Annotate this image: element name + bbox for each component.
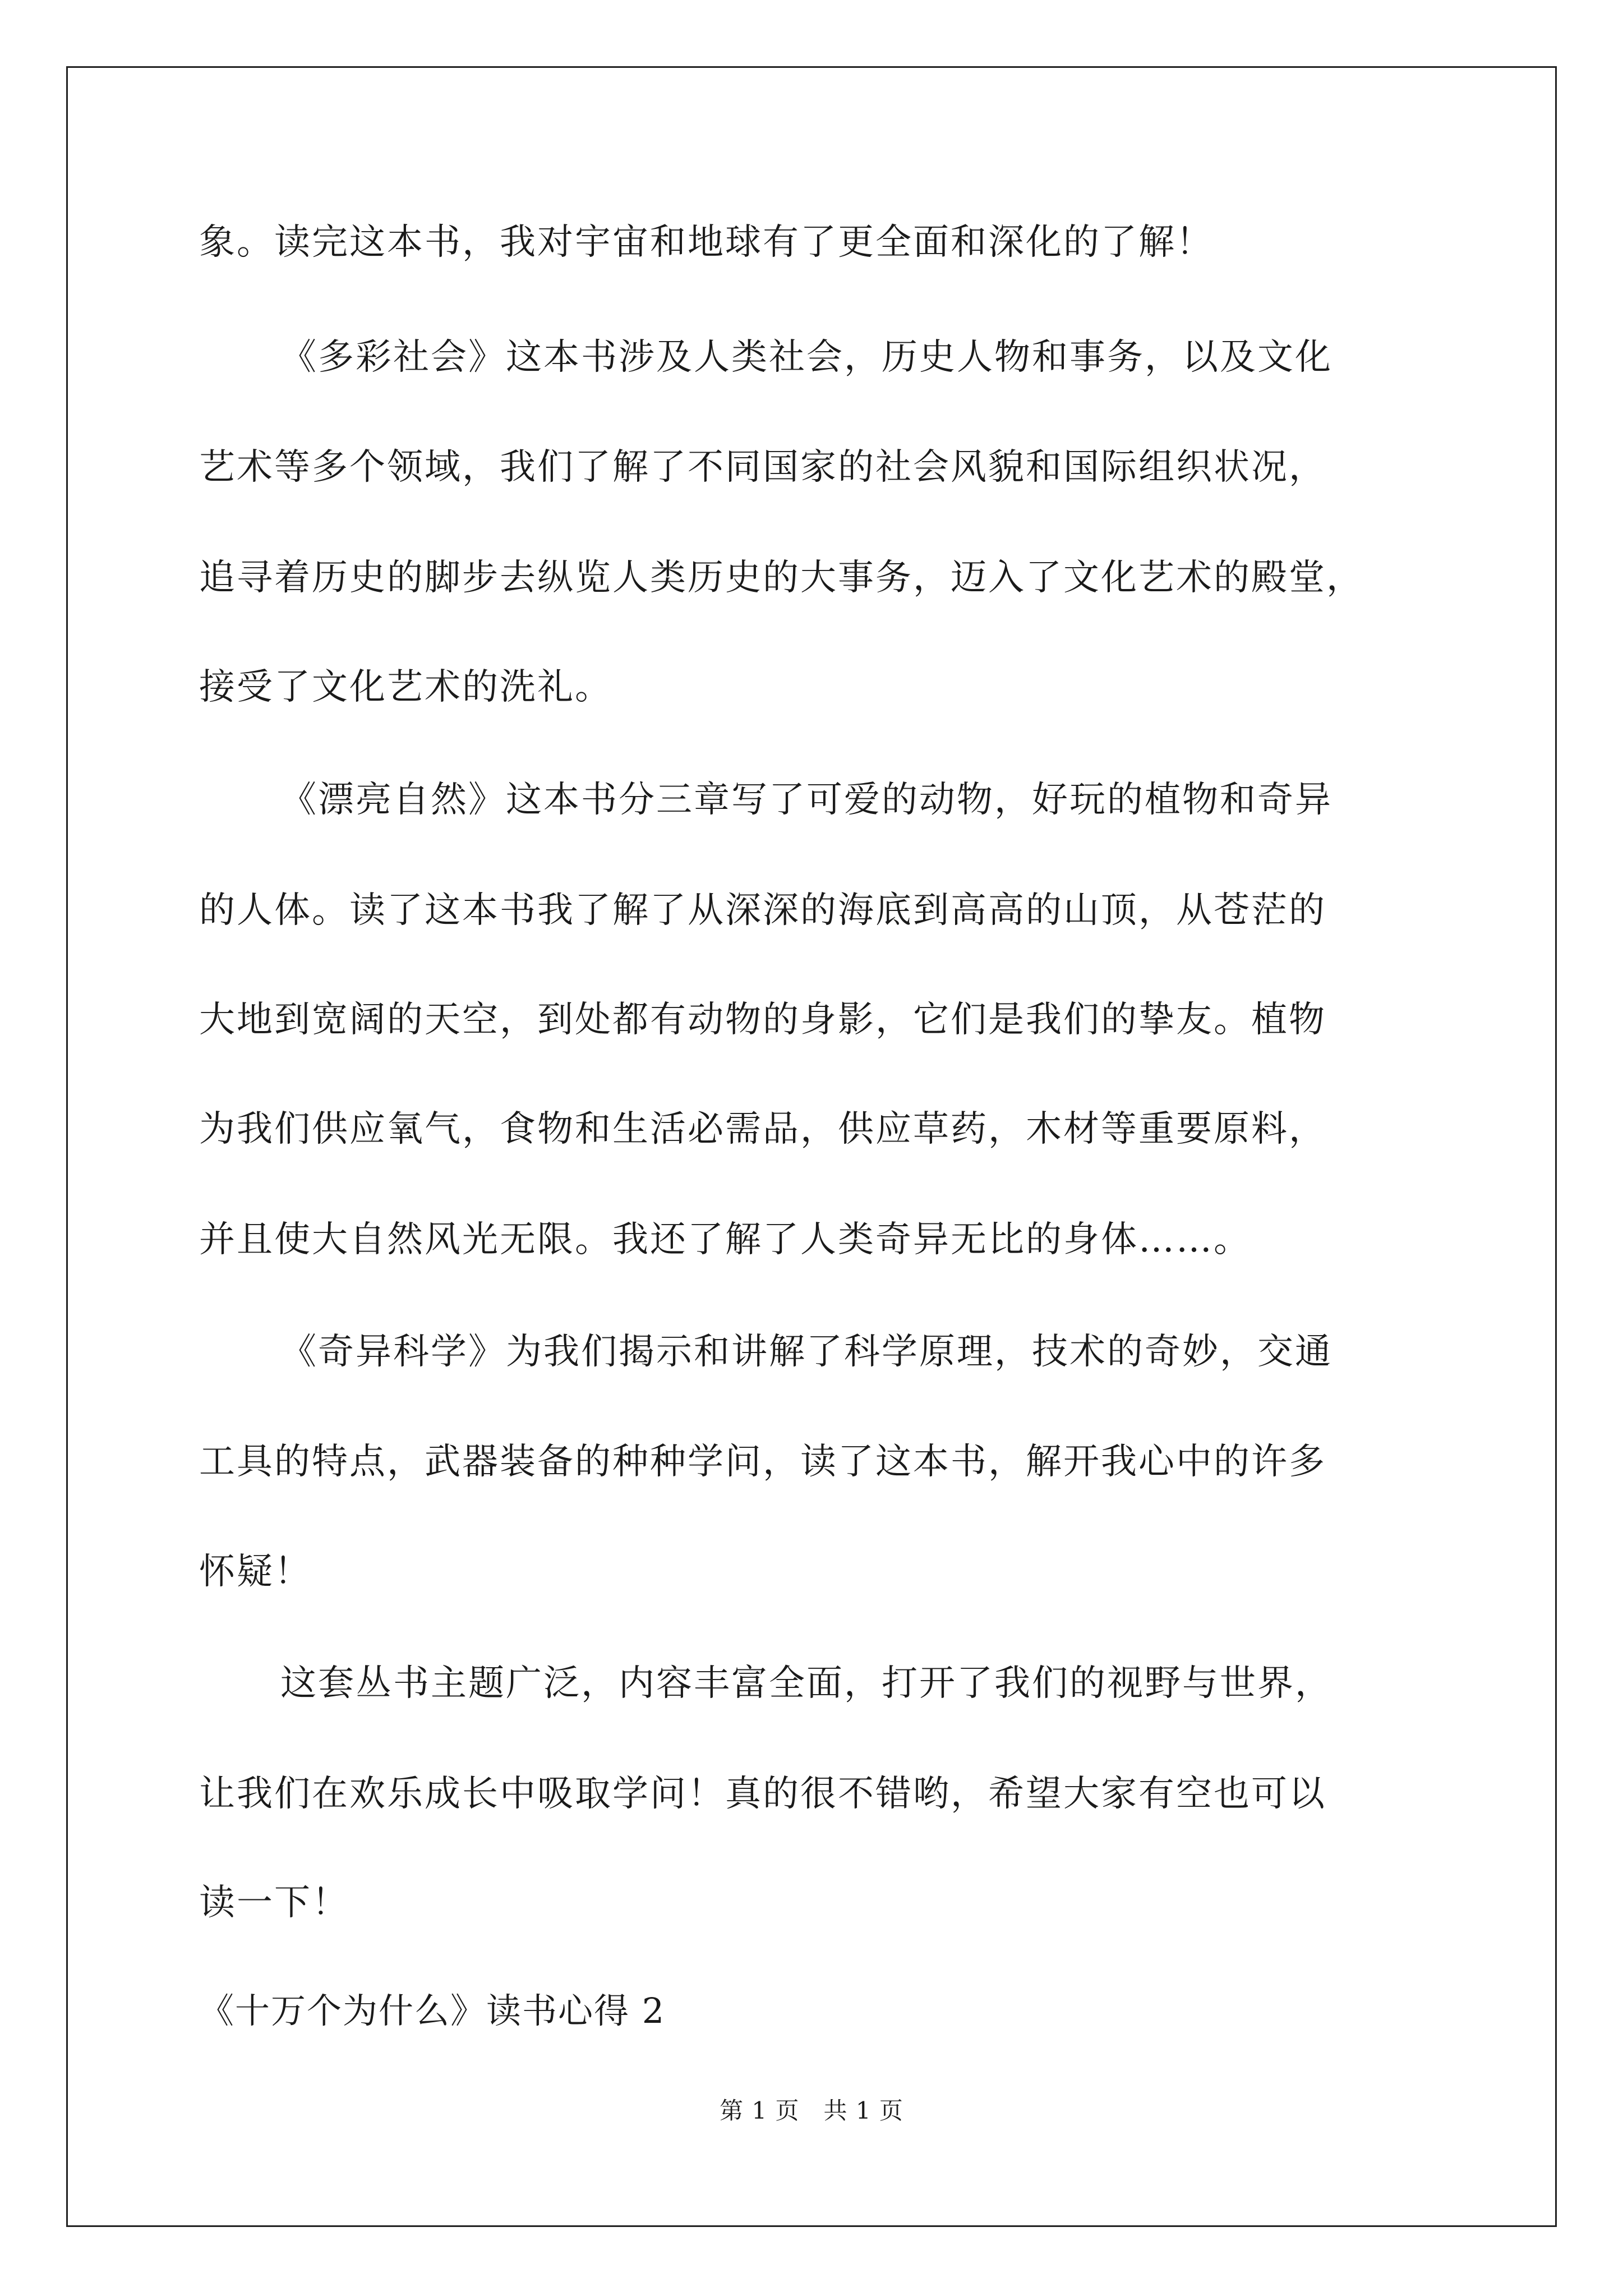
text-line: 并且使大自然风光无限。我还了解了人类奇异无比的身体……。 xyxy=(199,1219,1251,1260)
text-line: 怀疑！ xyxy=(199,1551,312,1593)
text-line: 象。读完这本书，我对宇宙和地球有了更全面和深化的了解！ xyxy=(199,222,1214,263)
text-line: 追寻着历史的脚步去纵览人类历史的大事务，迈入了文化艺术的殿堂， xyxy=(199,557,1364,599)
text-line: 艺术等多个领域，我们了解了不同国家的社会风貌和国际组织状况， xyxy=(199,447,1326,488)
text-line: 让我们在欢乐成长中吸取学问！真的很不错哟，希望大家有空也可以 xyxy=(199,1773,1326,1815)
text-line: 《多彩社会》这本书涉及人类社会，历史人物和事务，以及文化 xyxy=(280,337,1332,378)
text-line: 大地到宽阔的天空，到处都有动物的身影，它们是我们的挚友。植物 xyxy=(199,999,1326,1041)
text-line: 工具的特点，武器装备的种种学问，读了这本书，解开我心中的许多 xyxy=(199,1441,1326,1483)
text-line: 《漂亮自然》这本书分三章写了可爱的动物，好玩的植物和奇异 xyxy=(280,779,1332,821)
page-footer: 第 1 页 共 1 页 xyxy=(720,2097,903,2124)
text-line: 接受了文化艺术的洗礼。 xyxy=(199,666,612,708)
text-line: 这套丛书主题广泛，内容丰富全面，打开了我们的视野与世界， xyxy=(280,1663,1332,1704)
section-heading: 《十万个为什么》读书心得 2 xyxy=(199,1990,666,2031)
text-line: 为我们供应氧气，食物和生活必需品，供应草药，木材等重要原料， xyxy=(199,1108,1326,1150)
text-line: 的人体。读了这本书我了解了从深深的海底到高高的山顶，从苍茫的 xyxy=(199,890,1326,931)
text-line: 读一下！ xyxy=(199,1882,349,1924)
text-line: 《奇异科学》为我们揭示和讲解了科学原理，技术的奇妙，交通 xyxy=(280,1331,1332,1373)
